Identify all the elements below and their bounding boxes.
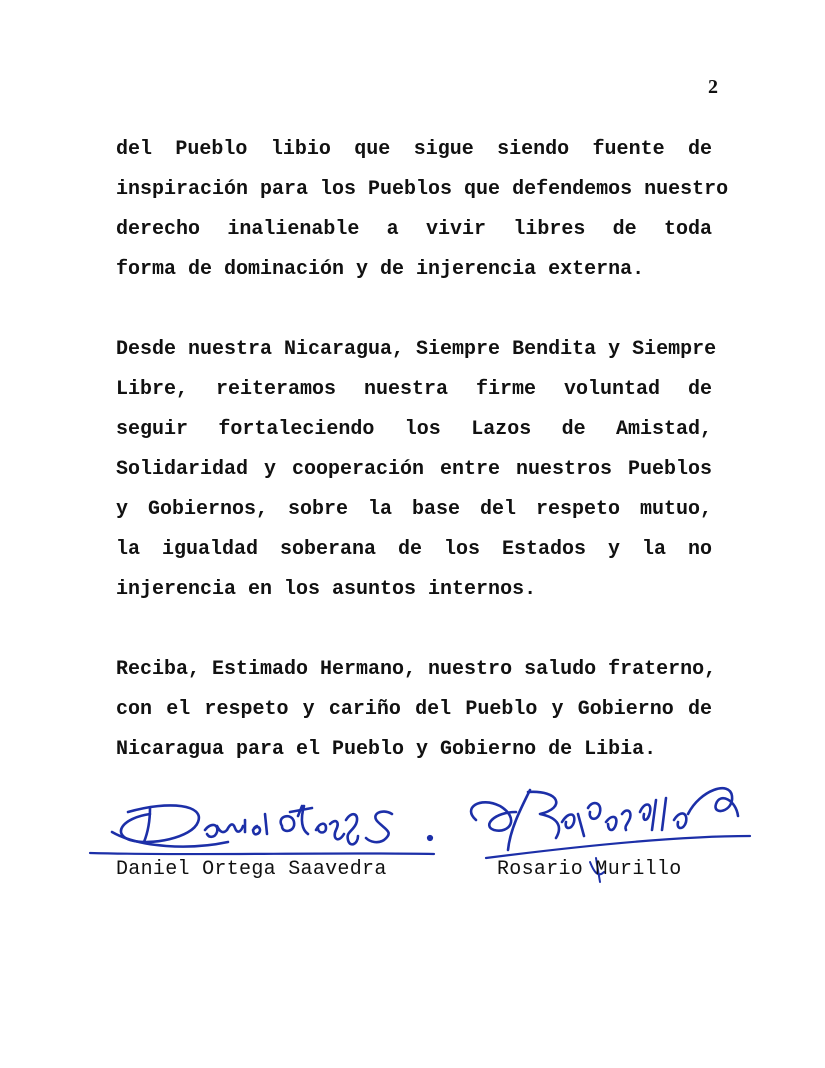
paragraph-line: Reciba, Estimado Hermano, nuestro saludo fraterno,	[116, 658, 717, 681]
paragraph-line: con el respeto y cariño del Pueblo y Gobierno de	[116, 698, 712, 721]
signatory-name-2: Rosario Murillo	[497, 858, 682, 881]
paragraph-line: forma de dominación y de injerencia externa.	[116, 258, 645, 281]
paragraph-line: Libre, reiteramos nuestra firme voluntad de	[116, 378, 712, 401]
paragraph-line: y Gobiernos, sobre la base del respeto mutuo,	[116, 498, 712, 521]
signature-daniel-ortega	[90, 805, 434, 854]
letter-paragraph-1	[116, 130, 729, 290]
paragraph-line: Desde nuestra Nicaragua, Siempre Bendita y Siempre	[116, 338, 717, 361]
letter-paragraph-3	[116, 650, 717, 770]
letter-paragraph-2	[116, 330, 717, 610]
paragraph-line: inspiración para los Pueblos que defendemos nuestro	[116, 178, 729, 201]
paragraph-line: Solidaridad y cooperación entre nuestros Pueblos	[116, 458, 712, 481]
paragraph-line: injerencia en los asuntos internos.	[116, 578, 537, 601]
paragraph-line: Nicaragua para el Pueblo y Gobierno de Libia.	[116, 738, 657, 761]
paragraph-line: seguir fortaleciendo los Lazos de Amistad,	[116, 418, 712, 441]
signatory-name-1: Daniel Ortega Saavedra	[116, 858, 387, 881]
paragraph-line: la igualdad soberana de los Estados y la no	[116, 538, 712, 561]
paragraph-line: derecho inalienable a vivir libres de toda	[116, 218, 712, 241]
page-number: 2	[708, 76, 718, 98]
paragraph-line: del Pueblo libio que sigue siendo fuente de	[116, 138, 712, 161]
